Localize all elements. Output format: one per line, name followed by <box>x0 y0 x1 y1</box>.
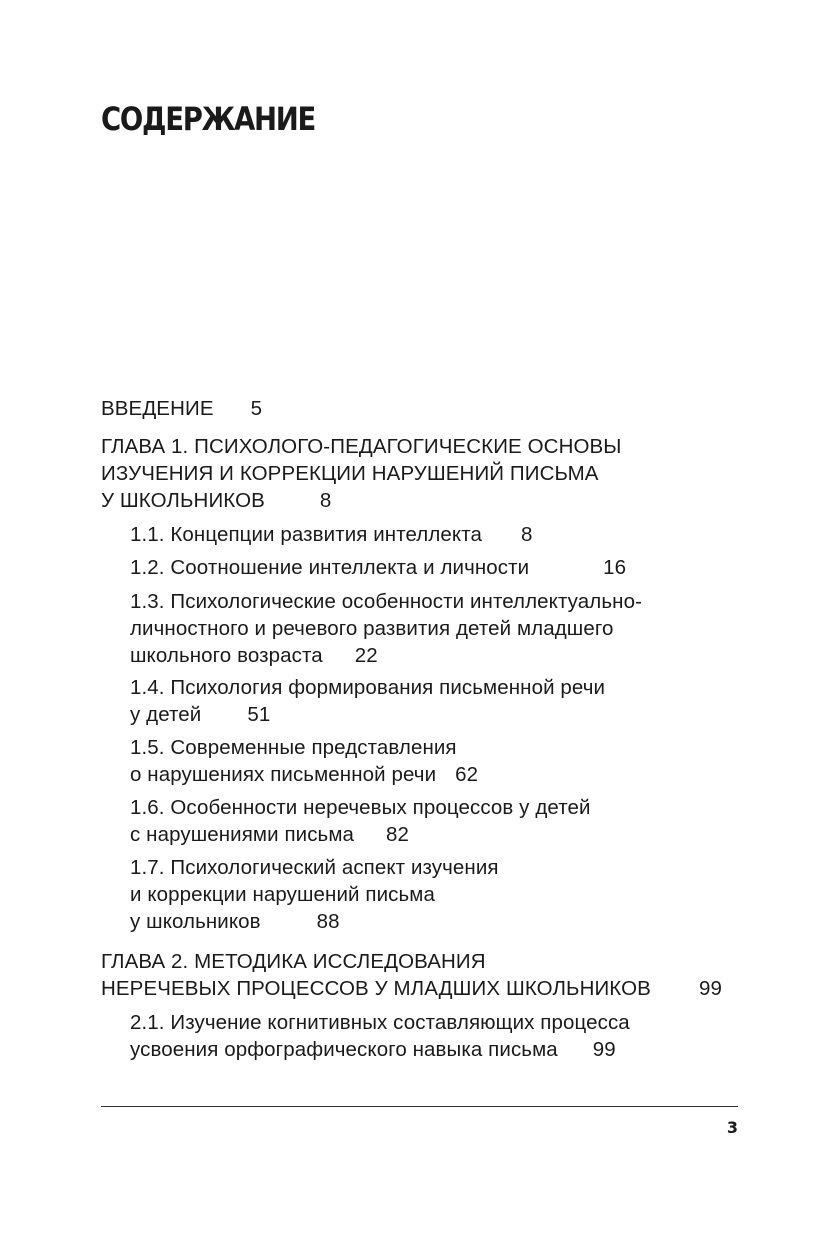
toc-entry-text: с нарушениями письма <box>130 823 355 846</box>
toc-entry-2-1 <box>130 1009 630 1063</box>
toc-entry-text: 1.3. Психологические особенности интеллектуально- <box>130 590 642 613</box>
toc-entry-text: 1.6. Особенности неречевых процессов у детей <box>130 796 591 819</box>
page-title: СОДЕРЖАНИЕ <box>101 100 316 138</box>
toc-page-number: 51 <box>247 703 271 726</box>
page-number: 3 <box>726 1118 738 1137</box>
toc-entry-text: школьного возраста <box>130 644 323 667</box>
toc-entry-text: о нарушениях письменной речи <box>130 763 437 786</box>
toc-entry-1-7 <box>130 854 499 935</box>
toc-page-number: 99 <box>592 1038 616 1061</box>
toc-entry-1-1 <box>130 521 533 548</box>
toc-page-number: 82 <box>386 823 410 846</box>
toc-entry-text: ГЛАВА 1. ПСИХОЛОГО-ПЕДАГОГИЧЕСКИЕ ОСНОВЫ <box>101 435 622 458</box>
toc-entry-text: 1.2. Соотношение интеллекта и личности <box>130 556 530 579</box>
toc-page-number: 8 <box>319 489 332 512</box>
toc-entry-text: У ШКОЛЬНИКОВ <box>101 489 265 512</box>
toc-entry-1-3 <box>130 588 642 669</box>
toc-entry-text: НЕРЕЧЕВЫХ ПРОЦЕССОВ У МЛАДШИХ ШКОЛЬНИКОВ <box>101 977 651 1000</box>
toc-entry-chapter-2 <box>101 948 651 1002</box>
toc-entry-text: 1.4. Психология формирования письменной речи <box>130 676 606 699</box>
toc-entry-chapter-1 <box>101 433 622 514</box>
toc-entry-text: 1.1. Концепции развития интеллекта <box>130 523 482 546</box>
toc-entry-text: 1.7. Психологический аспект изучения <box>130 856 499 879</box>
toc-page-number: 88 <box>316 910 340 933</box>
footer-rule <box>101 1106 738 1107</box>
toc-entry-text: у школьников <box>130 910 261 933</box>
toc-entry-text: 2.1. Изучение когнитивных составляющих процесса <box>130 1011 630 1034</box>
toc-entry-introduction <box>101 395 262 422</box>
toc-entry-text: и коррекции нарушений письма <box>130 883 435 906</box>
toc-entry-1-2 <box>130 554 626 581</box>
toc-entry-text: ГЛАВА 2. МЕТОДИКА ИССЛЕДОВАНИЯ <box>101 950 486 973</box>
toc-entry-text: ИЗУЧЕНИЯ И КОРРЕКЦИИ НАРУШЕНИЙ ПИСЬМА <box>101 462 599 485</box>
toc-entry-text: у детей <box>130 703 202 726</box>
toc-page-number: 62 <box>455 763 479 786</box>
toc-entry-text: ВВЕДЕНИЕ <box>101 397 214 420</box>
toc-entry-text: усвоения орфографического навыка письма <box>130 1038 558 1061</box>
toc-entry-1-4 <box>130 674 605 728</box>
toc-page-number: 16 <box>603 556 627 579</box>
toc-entry-text: 1.5. Современные представления <box>130 736 457 759</box>
toc-page-number: 22 <box>354 644 378 667</box>
toc-page-number: 5 <box>250 397 263 420</box>
toc-page-number: 99 <box>699 977 723 1000</box>
toc-entry-text: личностного и речевого развития детей младшего <box>130 617 614 640</box>
toc-entry-1-5 <box>130 734 478 788</box>
toc-entry-1-6 <box>130 794 591 848</box>
toc-page-number: 8 <box>521 523 533 546</box>
